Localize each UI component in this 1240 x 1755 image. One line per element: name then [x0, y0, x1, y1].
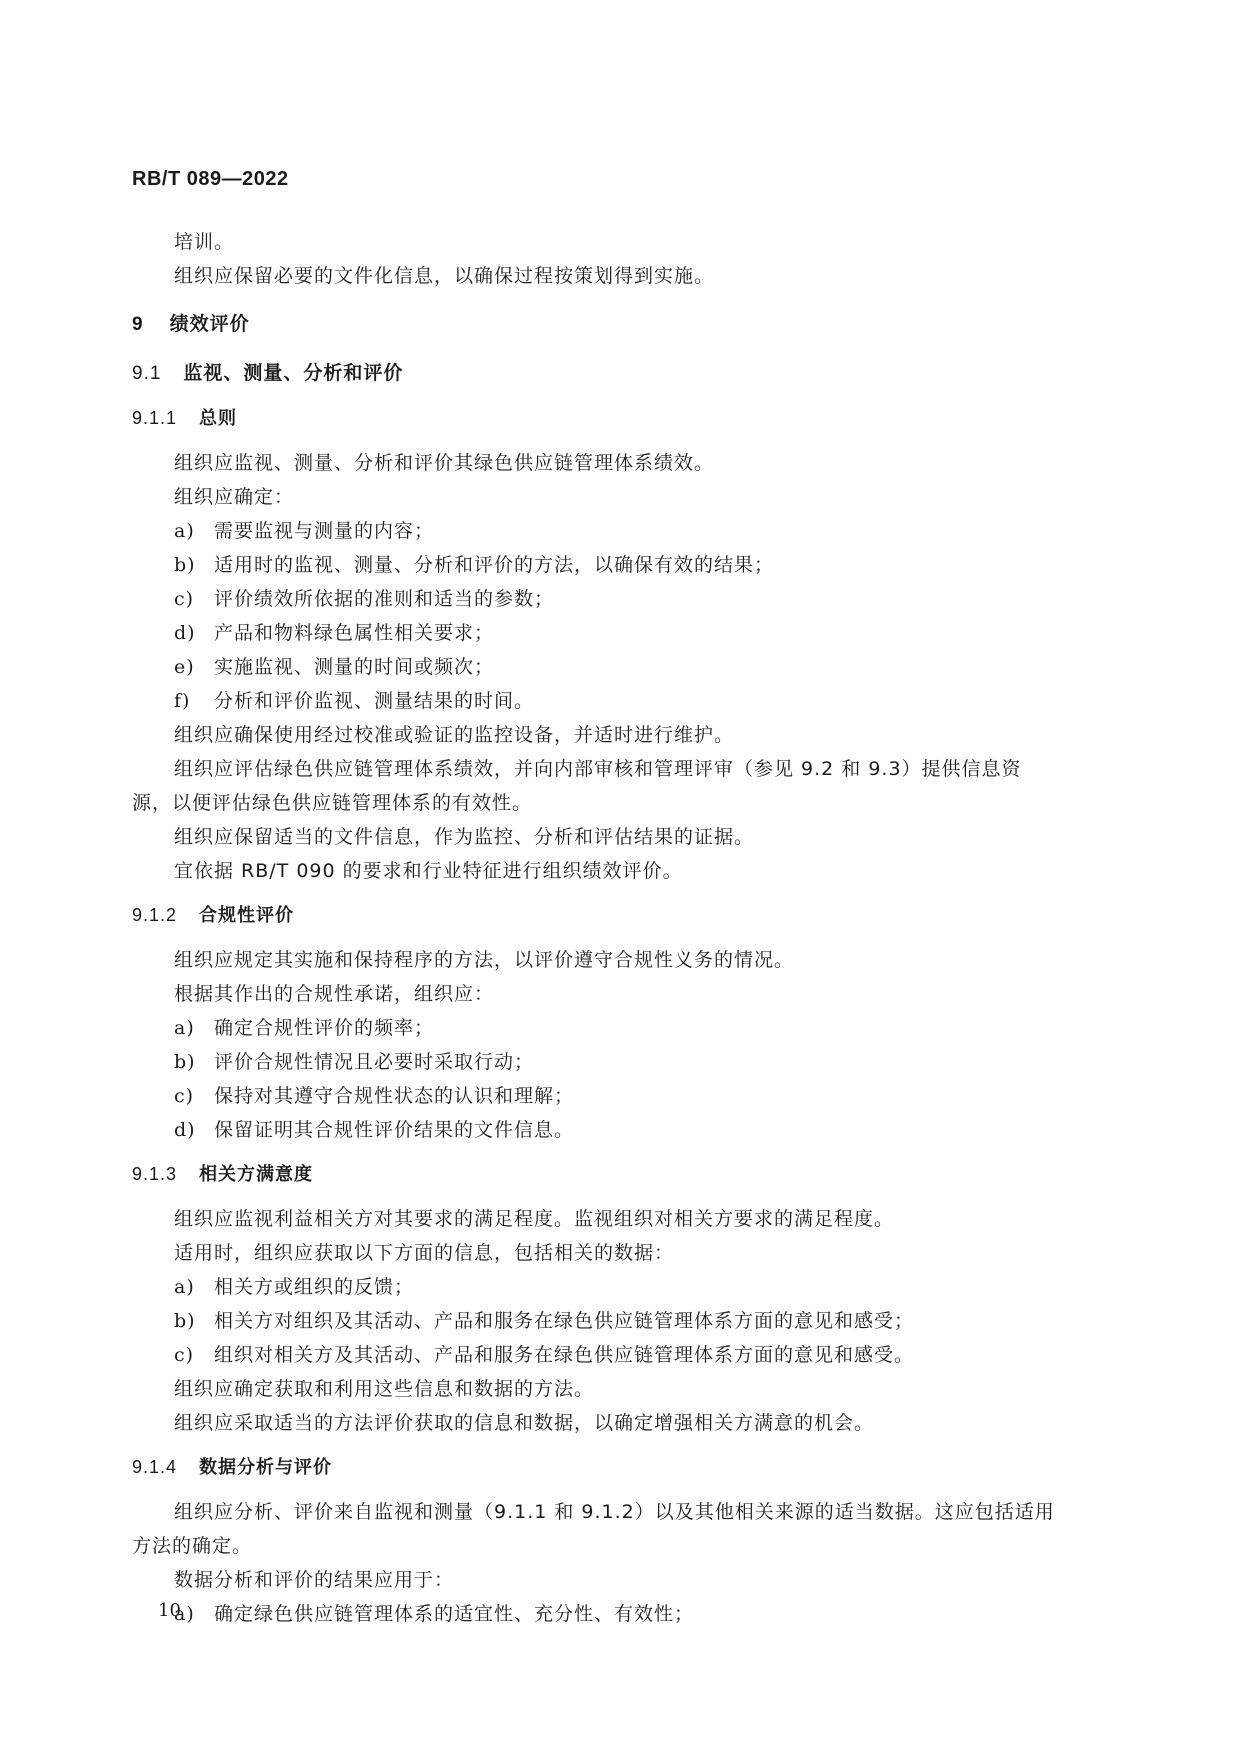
list-item: [132, 650, 1092, 684]
list-item: [132, 1045, 1092, 1079]
list-item-text: 确定合规性评价的频率；: [214, 1017, 435, 1039]
list-item-label: e): [174, 656, 195, 678]
list-item-text: 评价绩效所依据的准则和适当的参数；: [214, 588, 555, 610]
list-item-label: c): [174, 1085, 195, 1107]
list-item-text: 相关方对组织及其活动、产品和服务在绿色供应链管理体系方面的意见和感受；: [214, 1310, 915, 1332]
paragraph: 组织应保留必要的文件化信息，以确保过程按策划得到实施。: [174, 265, 715, 287]
section-title: 数据分析与评价: [199, 1457, 333, 1478]
list-item: [132, 582, 1092, 616]
list-item-label: d): [174, 622, 196, 644]
paragraph: 组织应采取适当的方法评价获取的信息和数据，以确定增强相关方满意的机会。: [174, 1412, 875, 1434]
section-title: 监视、测量、分析和评价: [183, 362, 404, 384]
paragraph: 组织应确保使用经过校准或验证的监控设备，并适时进行维护。: [174, 724, 735, 746]
paragraph: 培训。: [174, 231, 235, 253]
list-item: [132, 1597, 1092, 1631]
list-item-label: c): [174, 1344, 195, 1366]
paragraph: 组织应监视利益相关方对其要求的满足程度。监视组织对相关方要求的满足程度。: [174, 1208, 895, 1230]
list-item-label: b): [174, 1310, 196, 1332]
list-item: [132, 1113, 1092, 1147]
list-item-text: 分析和评价监视、测量结果的时间。: [214, 690, 535, 712]
list-item: [132, 1338, 1092, 1372]
list-item-text: 适用时的监视、测量、分析和评价的方法，以确保有效的结果；: [214, 554, 775, 576]
section-title: 相关方满意度: [199, 1164, 314, 1185]
section-number: 9.1.1: [132, 408, 178, 428]
section-heading: [132, 898, 1092, 933]
paragraph: 组织应评估绿色供应链管理体系绩效，并向内部审核和管理评审（参见 9.2 和 9.3）提供信息资: [174, 758, 1022, 780]
section-number: 9.1.4: [132, 1457, 178, 1477]
standard-code-header: RB/T 089—2022: [132, 168, 289, 190]
paragraph: 源，以便评估绿色供应链管理体系的有效性。: [132, 792, 533, 814]
list-item-text: 产品和物料绿色属性相关要求；: [214, 622, 495, 644]
list-item-label: b): [174, 554, 196, 576]
section-number: 9: [132, 314, 144, 335]
list-item-text: 实施监视、测量的时间或频次；: [214, 656, 495, 678]
paragraph: 组织应确定获取和利用这些信息和数据的方法。: [174, 1378, 595, 1400]
list-item-text: 保持对其遵守合规性状态的认识和理解；: [214, 1085, 575, 1107]
section-title: 总则: [199, 408, 238, 429]
paragraph: 适用时，组织应获取以下方面的信息，包括相关的数据：: [174, 1242, 675, 1264]
section-title: 绩效评价: [169, 313, 250, 335]
section-number: 9.1.3: [132, 1164, 178, 1184]
list-item: [132, 1011, 1092, 1045]
list-item-text: 评价合规性情况且必要时采取行动；: [214, 1051, 535, 1073]
list-item-label: b): [174, 1051, 196, 1073]
paragraph: 方法的确定。: [132, 1535, 253, 1557]
list-item-text: 确定绿色供应链管理体系的适宜性、充分性、有效性；: [214, 1603, 695, 1625]
paragraph: 组织应规定其实施和保持程序的方法，以评价遵守合规性义务的情况。: [174, 949, 795, 971]
page-number: 10: [158, 1600, 181, 1621]
list-item: [132, 514, 1092, 548]
section-heading: [132, 356, 1092, 391]
list-item-label: d): [174, 1119, 196, 1141]
section-number: 9.1: [132, 363, 162, 384]
list-item-label: f): [174, 690, 191, 712]
list-item-text: 保留证明其合规性评价结果的文件信息。: [214, 1119, 575, 1141]
list-item-text: 组织对相关方及其活动、产品和服务在绿色供应链管理体系方面的意见和感受。: [214, 1344, 915, 1366]
list-item: [132, 684, 1092, 718]
list-item: [132, 1304, 1092, 1338]
list-item-label: c): [174, 588, 195, 610]
document-body: [132, 225, 1092, 1631]
paragraph: 组织应分析、评价来自监视和测量（9.1.1 和 9.1.2）以及其他相关来源的适当数据。这应包括适用: [174, 1501, 1055, 1523]
section-title: 合规性评价: [199, 905, 295, 926]
section-heading: [132, 307, 1092, 342]
section-heading: [132, 1450, 1092, 1485]
list-item-label: a): [174, 1603, 195, 1625]
section-heading: [132, 1157, 1092, 1192]
list-item: [132, 616, 1092, 650]
paragraph: 组织应保留适当的文件信息，作为监控、分析和评估结果的证据。: [174, 826, 755, 848]
list-item: [132, 1079, 1092, 1113]
list-item-text: 需要监视与测量的内容；: [214, 520, 435, 542]
section-number: 9.1.2: [132, 905, 178, 925]
paragraph: 数据分析和评价的结果应用于：: [174, 1569, 455, 1591]
list-item-label: a): [174, 1276, 195, 1298]
list-item: [132, 1270, 1092, 1304]
list-item: [132, 548, 1092, 582]
paragraph: 组织应监视、测量、分析和评价其绿色供应链管理体系绩效。: [174, 452, 715, 474]
list-item-label: a): [174, 520, 195, 542]
list-item-label: a): [174, 1017, 195, 1039]
list-item-text: 相关方或组织的反馈；: [214, 1276, 415, 1298]
paragraph: 组织应确定：: [174, 486, 295, 508]
paragraph: 宜依据 RB/T 090 的要求和行业特征进行组织绩效评价。: [174, 860, 683, 882]
paragraph: 根据其作出的合规性承诺，组织应：: [174, 983, 495, 1005]
section-heading: [132, 401, 1092, 436]
